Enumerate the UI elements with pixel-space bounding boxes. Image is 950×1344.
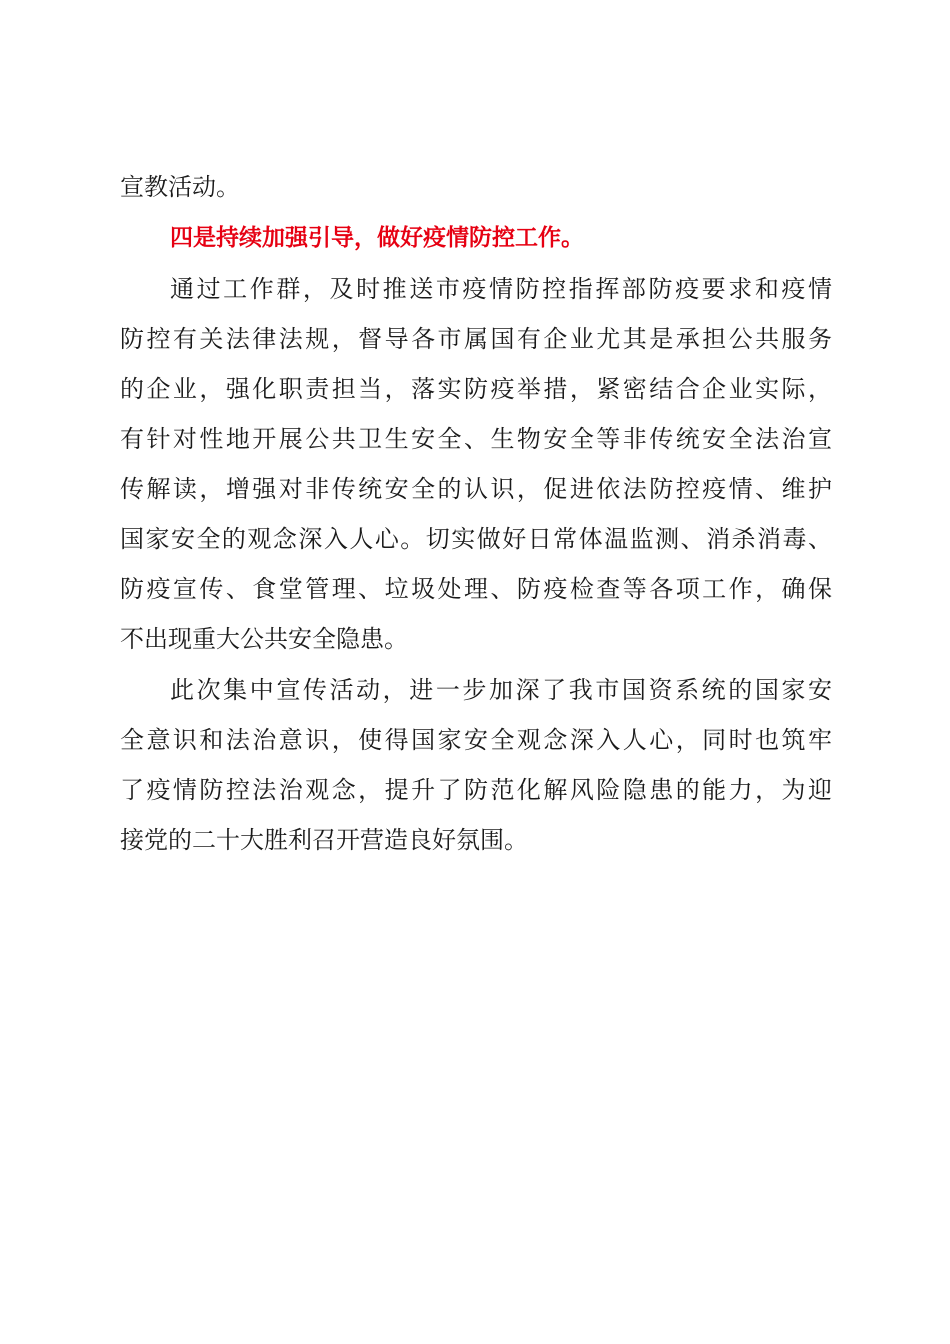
- paragraph-line: 传解读，增强对非传统安全的认识，促进依法防控疫情、维护: [120, 475, 832, 503]
- paragraph-line: 通过工作群，及时推送市疫情防控指挥部防疫要求和疫情: [170, 275, 832, 303]
- paragraph-line: 全意识和法治意识，使得国家安全观念深入人心，同时也筑牢: [120, 726, 832, 754]
- paragraph-line: 防控有关法律法规，督导各市属国有企业尤其是承担公共服务: [120, 325, 832, 353]
- paragraph-line: 不出现重大公共安全隐患。: [120, 625, 408, 653]
- paragraph-tail-line: 宣教活动。: [120, 173, 240, 201]
- section-heading: 四是持续加强引导，做好疫情防控工作。: [170, 225, 584, 251]
- paragraph-line: 国家安全的观念深入人心。切实做好日常体温监测、消杀消毒、: [120, 525, 832, 553]
- paragraph-line: 了疫情防控法治观念，提升了防范化解风险隐患的能力，为迎: [120, 776, 832, 804]
- paragraph-line: 防疫宣传、食堂管理、垃圾处理、防疫检查等各项工作，确保: [120, 575, 832, 603]
- paragraph-line: 的企业，强化职责担当，落实防疫举措，紧密结合企业实际，: [120, 375, 832, 403]
- paragraph-line: 接党的二十大胜利召开营造良好氛围。: [120, 826, 528, 854]
- paragraph-line: 有针对性地开展公共卫生安全、生物安全等非传统安全法治宣: [120, 425, 832, 453]
- paragraph-line: 此次集中宣传活动，进一步加深了我市国资系统的国家安: [170, 676, 832, 704]
